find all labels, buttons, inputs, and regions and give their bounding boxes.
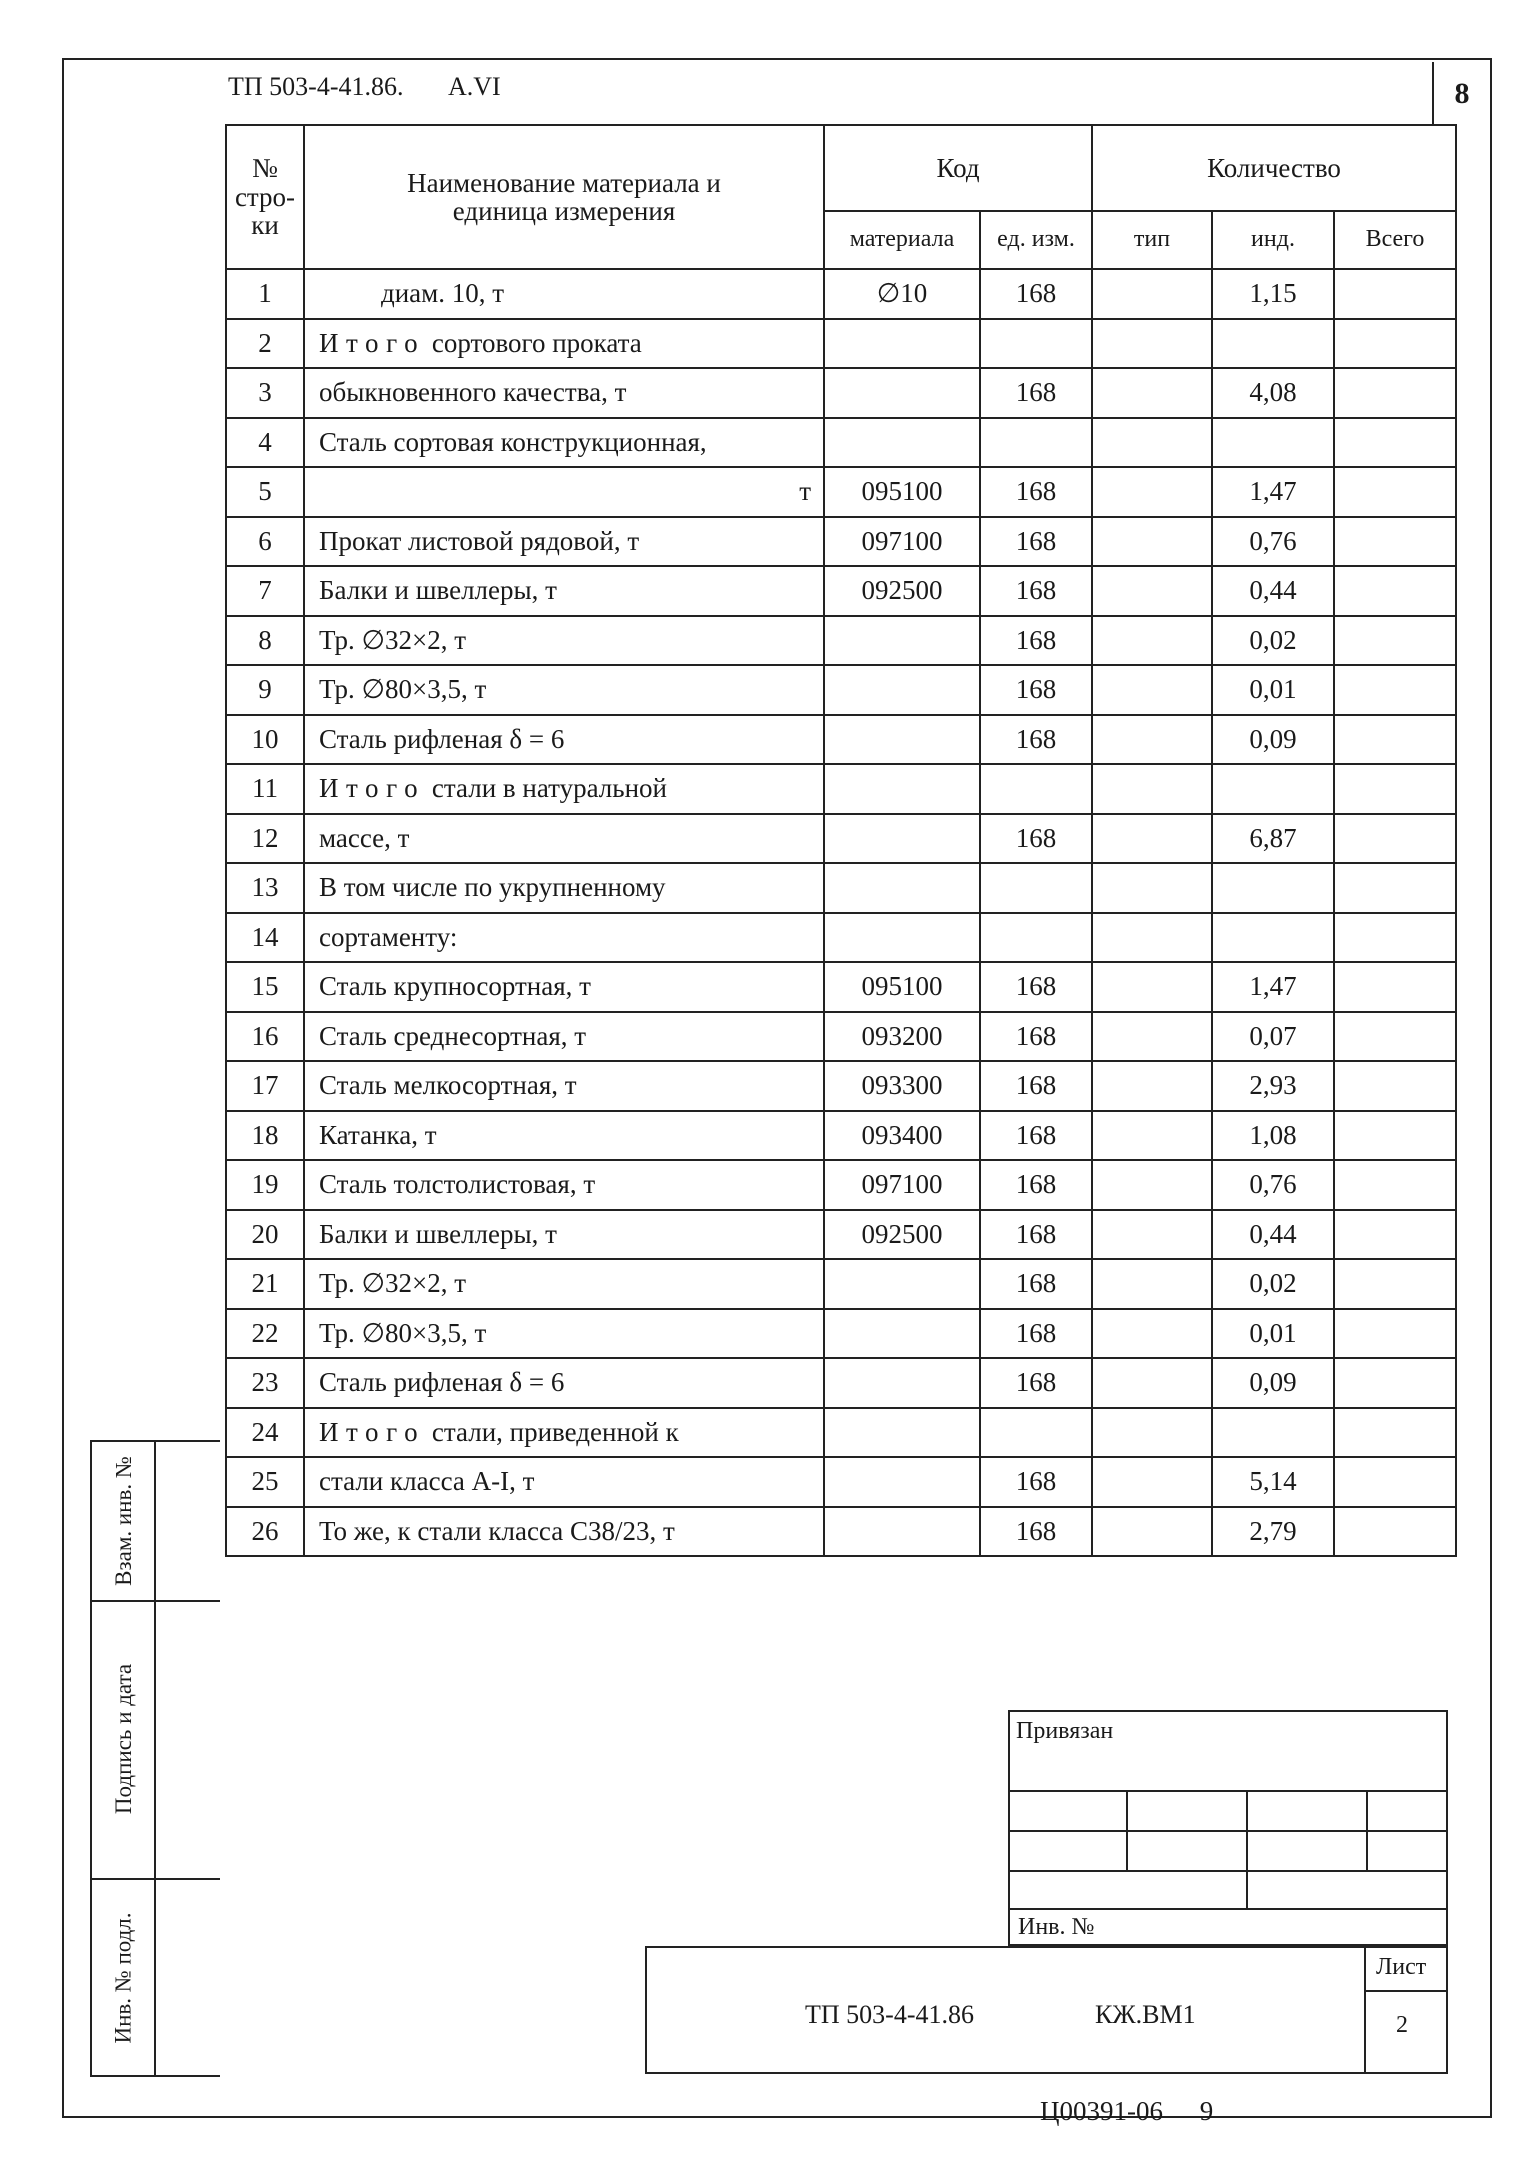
itogo-label: Итого: [319, 1416, 426, 1447]
unit-code: 168: [980, 616, 1092, 666]
unit-code: 168: [980, 1507, 1092, 1557]
qty-type: [1092, 913, 1212, 963]
qty-ind: 5,14: [1212, 1457, 1334, 1507]
qty-ind: 0,44: [1212, 566, 1334, 616]
row-number: 12: [226, 814, 304, 864]
material-code: [824, 616, 980, 666]
material-code: [824, 863, 980, 913]
qty-total: [1334, 665, 1456, 715]
qty-ind: 0,09: [1212, 715, 1334, 765]
qty-ind: 4,08: [1212, 368, 1334, 418]
material-code: 093400: [824, 1111, 980, 1161]
title-sheet-code: КЖ.ВМ1: [1095, 2000, 1196, 2029]
tb-line: [1366, 1790, 1368, 1870]
material-name: массе, т: [304, 814, 824, 864]
table-row: [226, 715, 1456, 765]
material-name: Сталь мелкосортная, т: [304, 1061, 824, 1111]
tb-line: [1246, 1790, 1248, 1908]
qty-type: [1092, 269, 1212, 319]
qty-total: [1334, 962, 1456, 1012]
qty-total: [1334, 863, 1456, 913]
row-number: 17: [226, 1061, 304, 1111]
header-code-material: материала: [824, 211, 980, 269]
qty-ind: 0,02: [1212, 616, 1334, 666]
qty-type: [1092, 319, 1212, 369]
qty-ind: 0,02: [1212, 1259, 1334, 1309]
material-name: Тр. ∅32×2, т: [304, 616, 824, 666]
unit-code: 168: [980, 1111, 1092, 1161]
qty-total: [1334, 566, 1456, 616]
unit-code: 168: [980, 1012, 1092, 1062]
page-number: 8: [1432, 62, 1490, 126]
qty-type: [1092, 715, 1212, 765]
row-number: 25: [226, 1457, 304, 1507]
qty-total: [1334, 517, 1456, 567]
table-row: [226, 863, 1456, 913]
unit-code: [980, 418, 1092, 468]
qty-ind: 1,47: [1212, 962, 1334, 1012]
unit-code: 168: [980, 269, 1092, 319]
qty-ind: 1,08: [1212, 1111, 1334, 1161]
unit-code: 168: [980, 1259, 1092, 1309]
qty-total: [1334, 913, 1456, 963]
row-number: 2: [226, 319, 304, 369]
title-block: [645, 1946, 1448, 2074]
qty-type: [1092, 665, 1212, 715]
qty-total: [1334, 616, 1456, 666]
unit-code: 168: [980, 517, 1092, 567]
row-number: 19: [226, 1160, 304, 1210]
header-name: Наименование материала и единица измерения: [304, 125, 824, 269]
material-name-rest: стали, приведенной к: [425, 1416, 679, 1447]
row-number: 5: [226, 467, 304, 517]
qty-type: [1092, 1358, 1212, 1408]
material-name: Тр. ∅32×2, т: [304, 1259, 824, 1309]
unit-code: 168: [980, 715, 1092, 765]
material-name: Сталь крупносортная, т: [304, 962, 824, 1012]
unit-code: 168: [980, 566, 1092, 616]
qty-total: [1334, 1061, 1456, 1111]
footer-page: 9: [1199, 2096, 1214, 2126]
unit-code: 168: [980, 1160, 1092, 1210]
qty-type: [1092, 1457, 1212, 1507]
header-code-unit: ед. изм.: [980, 211, 1092, 269]
row-number: 1: [226, 269, 304, 319]
row-number: 14: [226, 913, 304, 963]
table-row: [226, 1111, 1456, 1161]
qty-total: [1334, 1210, 1456, 1260]
qty-total: [1334, 368, 1456, 418]
header-qty-total: Всего: [1334, 211, 1456, 269]
document-header: [228, 72, 539, 102]
table-row: [226, 962, 1456, 1012]
material-name: Катанка, т: [304, 1111, 824, 1161]
qty-type: [1092, 368, 1212, 418]
material-name: Балки и швеллеры, т: [304, 1210, 824, 1260]
row-number: 26: [226, 1507, 304, 1557]
unit-code: 168: [980, 1309, 1092, 1359]
material-name: То же, к стали класса С38/23, т: [304, 1507, 824, 1557]
qty-ind: 0,09: [1212, 1358, 1334, 1408]
tb-line: [1364, 1990, 1448, 1992]
archive-code: Ц00391-06: [1040, 2096, 1163, 2126]
row-number: 3: [226, 368, 304, 418]
unit-code: 168: [980, 814, 1092, 864]
album-number: A.VI: [447, 72, 501, 101]
row-number: 21: [226, 1259, 304, 1309]
table-row: [226, 1012, 1456, 1062]
qty-type: [1092, 1012, 1212, 1062]
material-name-rest: стали в натуральной: [425, 773, 667, 804]
qty-total: [1334, 1309, 1456, 1359]
row-number: 9: [226, 665, 304, 715]
materials-table: [225, 124, 1457, 1557]
qty-total: [1334, 418, 1456, 468]
qty-ind: 0,76: [1212, 1160, 1334, 1210]
qty-total: [1334, 1259, 1456, 1309]
binding-block: [1008, 1710, 1448, 1946]
qty-total: [1334, 814, 1456, 864]
qty-ind: 2,79: [1212, 1507, 1334, 1557]
unit-code: [980, 764, 1092, 814]
material-code: 093300: [824, 1061, 980, 1111]
inv-no-label: Инв. №: [1018, 1914, 1095, 1940]
tb-line: [1126, 1790, 1128, 1870]
table-row: [226, 665, 1456, 715]
material-code: [824, 1259, 980, 1309]
unit-code: 168: [980, 467, 1092, 517]
material-name: диам. 10, т: [304, 269, 824, 319]
material-name: Сталь среднесортная, т: [304, 1012, 824, 1062]
material-name-rest: сортового проката: [425, 327, 642, 358]
material-name: Сталь рифленая δ = 6: [304, 1358, 824, 1408]
material-code: [824, 319, 980, 369]
qty-ind: [1212, 319, 1334, 369]
material-code: [824, 1408, 980, 1458]
footer: [1040, 2096, 1243, 2127]
side-label-podpis: Подпись и дата: [111, 1663, 137, 1815]
tb-line: [1008, 1790, 1448, 1792]
qty-total: [1334, 764, 1456, 814]
qty-total: [1334, 1012, 1456, 1062]
header-quantity: Количество: [1092, 125, 1456, 211]
material-code: [824, 913, 980, 963]
qty-type: [1092, 962, 1212, 1012]
qty-ind: 0,76: [1212, 517, 1334, 567]
material-code: [824, 764, 980, 814]
table-row: [226, 1160, 1456, 1210]
side-label-inv-podl: Инв. № подл.: [111, 1912, 136, 2044]
material-name: [304, 319, 824, 369]
qty-ind: 6,87: [1212, 814, 1334, 864]
header-qty-ind: инд.: [1212, 211, 1334, 269]
qty-type: [1092, 517, 1212, 567]
qty-type: [1092, 1507, 1212, 1557]
qty-type: [1092, 1309, 1212, 1359]
sheet-label: Лист: [1376, 1954, 1427, 1980]
table-row: [226, 616, 1456, 666]
unit-code: 168: [980, 1457, 1092, 1507]
header-code: Код: [824, 125, 1092, 211]
material-code: [824, 1457, 980, 1507]
unit-code: [980, 863, 1092, 913]
qty-ind: 0,01: [1212, 1309, 1334, 1359]
table-row: [226, 1309, 1456, 1359]
qty-type: [1092, 467, 1212, 517]
material-code: [824, 368, 980, 418]
row-number: 18: [226, 1111, 304, 1161]
qty-ind: 0,44: [1212, 1210, 1334, 1260]
side-divider: [154, 1442, 156, 2075]
material-name: Прокат листовой рядовой, т: [304, 517, 824, 567]
material-code: 093200: [824, 1012, 980, 1062]
material-name: Балки и швеллеры, т: [304, 566, 824, 616]
qty-ind: 0,07: [1212, 1012, 1334, 1062]
qty-ind: [1212, 1408, 1334, 1458]
material-name: обыкновенного качества, т: [304, 368, 824, 418]
unit-code: 168: [980, 1358, 1092, 1408]
header-row-no: № стро- ки: [226, 125, 304, 269]
title-doc-code: ТП 503-4-41.86: [805, 2000, 974, 2029]
table-row: [226, 1210, 1456, 1260]
material-code: 092500: [824, 1210, 980, 1260]
material-code: [824, 665, 980, 715]
table-row: [226, 1259, 1456, 1309]
unit-code: 168: [980, 962, 1092, 1012]
side-stamp: [90, 1440, 220, 2077]
table-row: [226, 319, 1456, 369]
material-code: 097100: [824, 1160, 980, 1210]
qty-total: [1334, 1457, 1456, 1507]
qty-type: [1092, 418, 1212, 468]
doc-code: ТП 503-4-41.86.: [228, 72, 404, 101]
table-row: [226, 1408, 1456, 1458]
row-number: 24: [226, 1408, 304, 1458]
material-code: 095100: [824, 467, 980, 517]
material-name: Сталь сортовая конструкционная,: [304, 418, 824, 468]
table-row: [226, 566, 1456, 616]
row-number: 23: [226, 1358, 304, 1408]
qty-ind: [1212, 418, 1334, 468]
material-code: 095100: [824, 962, 980, 1012]
tb-line: [1008, 1830, 1448, 1832]
qty-total: [1334, 467, 1456, 517]
qty-type: [1092, 1160, 1212, 1210]
qty-type: [1092, 616, 1212, 666]
unit-code: 168: [980, 665, 1092, 715]
table-row: [226, 1507, 1456, 1557]
table-row: [226, 467, 1456, 517]
qty-type: [1092, 863, 1212, 913]
tb-line: [1364, 1946, 1366, 2074]
qty-total: [1334, 1160, 1456, 1210]
row-number: 6: [226, 517, 304, 567]
material-name: Тр. ∅80×3,5, т: [304, 665, 824, 715]
privyazan-label: Привязан: [1016, 1718, 1114, 1744]
qty-type: [1092, 814, 1212, 864]
table-row: [226, 1358, 1456, 1408]
table-row: [226, 269, 1456, 319]
material-name: В том числе по укрупненному: [304, 863, 824, 913]
qty-total: [1334, 1358, 1456, 1408]
qty-total: [1334, 319, 1456, 369]
qty-ind: 0,01: [1212, 665, 1334, 715]
qty-ind: [1212, 764, 1334, 814]
row-number: 4: [226, 418, 304, 468]
qty-ind: 2,93: [1212, 1061, 1334, 1111]
row-number: 13: [226, 863, 304, 913]
table-row: [226, 814, 1456, 864]
itogo-label: Итого: [319, 327, 426, 358]
sheet-number: 2: [1396, 2012, 1408, 2038]
qty-ind: [1212, 913, 1334, 963]
row-number: 10: [226, 715, 304, 765]
material-code: [824, 1507, 980, 1557]
qty-type: [1092, 1111, 1212, 1161]
table-row: [226, 764, 1456, 814]
qty-ind: [1212, 863, 1334, 913]
table-row: [226, 517, 1456, 567]
material-name: стали класса А-I, т: [304, 1457, 824, 1507]
material-code: [824, 1358, 980, 1408]
qty-type: [1092, 1210, 1212, 1260]
unit-code: [980, 319, 1092, 369]
header-qty-type: тип: [1092, 211, 1212, 269]
qty-total: [1334, 1408, 1456, 1458]
tb-line: [1008, 1908, 1448, 1910]
qty-type: [1092, 1408, 1212, 1458]
unit-code: [980, 913, 1092, 963]
qty-type: [1092, 1061, 1212, 1111]
material-code: [824, 1309, 980, 1359]
table-row: [226, 1457, 1456, 1507]
material-code: [824, 715, 980, 765]
qty-total: [1334, 1507, 1456, 1557]
row-number: 15: [226, 962, 304, 1012]
qty-type: [1092, 566, 1212, 616]
itogo-label: Итого: [319, 773, 426, 804]
table-row: [226, 913, 1456, 963]
tb-line: [1008, 1870, 1448, 1872]
material-name: т: [304, 467, 824, 517]
unit-code: 168: [980, 1210, 1092, 1260]
row-number: 20: [226, 1210, 304, 1260]
material-code: [824, 418, 980, 468]
qty-type: [1092, 1259, 1212, 1309]
material-code: ∅10: [824, 269, 980, 319]
material-name: Тр. ∅80×3,5, т: [304, 1309, 824, 1359]
qty-ind: 1,15: [1212, 269, 1334, 319]
material-code: [824, 814, 980, 864]
unit-code: 168: [980, 1061, 1092, 1111]
row-number: 8: [226, 616, 304, 666]
unit-code: 168: [980, 368, 1092, 418]
qty-total: [1334, 715, 1456, 765]
row-number: 7: [226, 566, 304, 616]
material-name: [304, 1408, 824, 1458]
table-row: [226, 368, 1456, 418]
material-code: 097100: [824, 517, 980, 567]
material-name: сортаменту:: [304, 913, 824, 963]
table-row: [226, 418, 1456, 468]
side-label-vzam: Взам. инв. №: [111, 1456, 136, 1586]
row-number: 11: [226, 764, 304, 814]
material-name: [304, 764, 824, 814]
material-name: Сталь толстолистовая, т: [304, 1160, 824, 1210]
qty-total: [1334, 269, 1456, 319]
qty-ind: 1,47: [1212, 467, 1334, 517]
qty-total: [1334, 1111, 1456, 1161]
table-row: [226, 1061, 1456, 1111]
row-number: 22: [226, 1309, 304, 1359]
unit-code: [980, 1408, 1092, 1458]
qty-type: [1092, 764, 1212, 814]
material-name: Сталь рифленая δ = 6: [304, 715, 824, 765]
material-code: 092500: [824, 566, 980, 616]
row-number: 16: [226, 1012, 304, 1062]
